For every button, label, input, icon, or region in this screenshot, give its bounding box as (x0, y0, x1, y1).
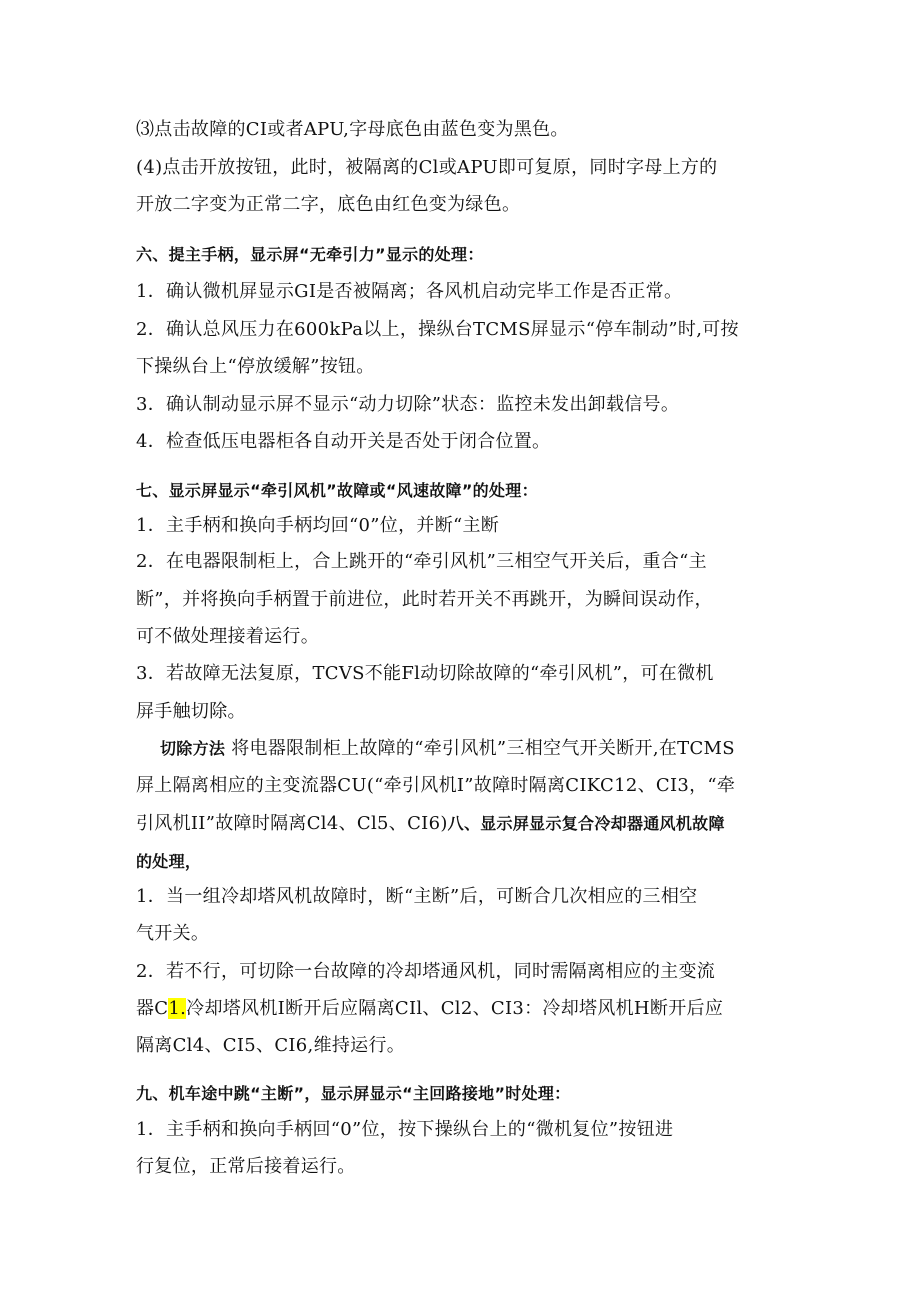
text-line: 4．检查低压电器柜各自动开关是否处于闭合位置。 (136, 431, 551, 452)
text-line: 1．主手柄和换向手柄均回“0”位，并断“主断 (136, 515, 500, 536)
text-line: 2．确认总风压力在600kPa以上，操纵台TCMS屏显示“停车制动”时,可按 (136, 319, 739, 340)
text-line: 隔离Cl4、CI5、CI6,维持运行。 (136, 1035, 406, 1056)
line-text: 器C (136, 998, 169, 1019)
text-line: 3．若故障无法复原，TCVS不能Fl动切除故障的“牵引风机”，可在微机 (136, 663, 714, 684)
line-text: 冷却塔风机I断开后应隔离CIl、Cl2、CI3：冷却塔风机H断开后应 (186, 998, 724, 1019)
text-line: ⑶点击故障的CI或者APU,字母底色由蓝色变为黑色。 (136, 119, 569, 140)
text-line: 2．在电器限制柜上，合上跳开的“牵引风机”三相空气开关后，重合“主 (136, 551, 707, 572)
text-line (136, 997, 723, 1021)
section-heading-7: 七、显示屏显示“牵引风机”故障或“风速故障”的处理： (136, 481, 538, 500)
text-line: 断”，并将换向手柄置于前进位，此时若开关不再跳开，为瞬间误动作， (136, 589, 713, 610)
text-line: 1．当一组冷却塔风机故障时，断“主断”后，可断合几次相应的三相空 (136, 886, 698, 907)
text-line: 1．主手柄和换向手柄回“0”位，按下操纵台上的“微机复位”按钮进 (136, 1119, 674, 1140)
text-line: 可不做处理接着运行。 (136, 626, 319, 647)
text-line: 下操纵台上“停放缓解”按钮。 (136, 356, 375, 377)
line-text: 引风机II”故障时隔离Cl4、Cl5、CI6) (136, 813, 448, 834)
text-line: 开放二字变为正常二字，底色由红色变为绿色。 (136, 194, 521, 215)
text-line: 屏上隔离相应的主变流器CU(“牵引风机I”故障时隔离CIKC12、CI3，“牵 (136, 775, 736, 796)
highlighted-text: 1. (168, 998, 187, 1019)
text-line: 气开关。 (136, 923, 210, 944)
section-heading-8: 八、显示屏显示复合冷却器通风机故障 (447, 814, 725, 833)
text-line: (4)点击开放按钮，此时，被隔离的Cl或APU即可复原，同时字母上方的 (136, 157, 718, 178)
method-label: 切除方法 (160, 739, 226, 758)
section-heading-9: 九、机车途中跳“主断”，显示屏显示“主回路接地”时处理： (136, 1084, 571, 1103)
text-line: 行复位，正常后接着运行。 (136, 1156, 356, 1177)
section-heading-8-cont: 的处理， (136, 852, 202, 871)
text-line (136, 812, 725, 836)
text-line: 屏手触切除。 (136, 701, 246, 722)
text-line: 2．若不行，可切除一台故障的冷却塔通风机，同时需隔离相应的主变流 (136, 961, 716, 982)
text-line: 3．确认制动显示屏不显示“动力切除”状态：监控未发出卸载信号。 (136, 394, 680, 415)
text-line: 1．确认微机屏显示GI是否被隔离；各风机启动完毕工作是否正常。 (136, 281, 683, 302)
method-text: 将电器限制柜上故障的“牵引风机”三相空气开关断开,在TCMS (231, 738, 735, 759)
text-line (160, 737, 735, 761)
section-heading-6: 六、提主手柄，显示屏“无牵引力”显示的处理： (136, 245, 484, 264)
